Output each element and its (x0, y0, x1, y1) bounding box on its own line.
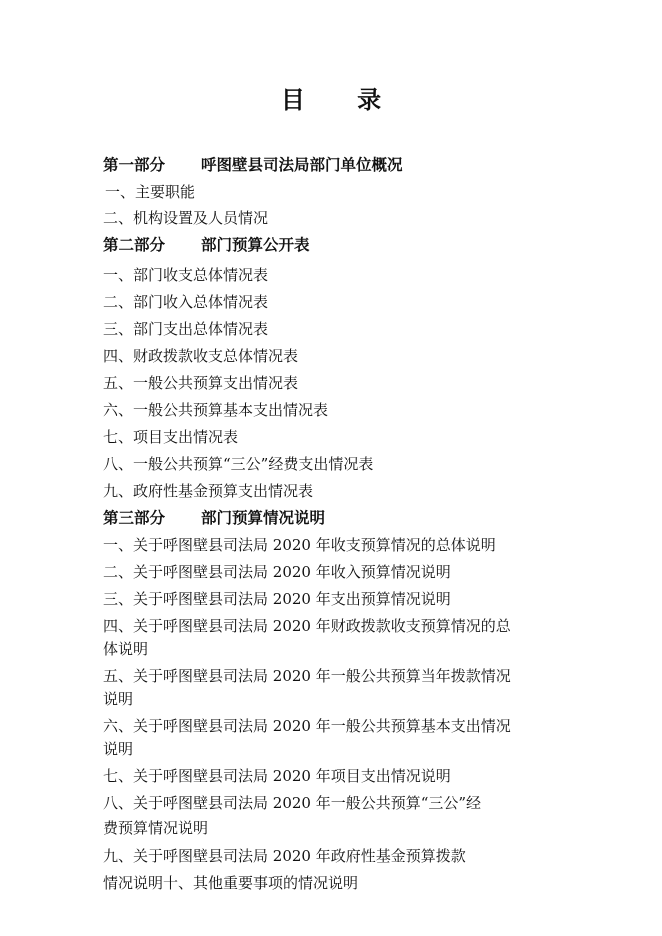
toc-item: 三、关于呼图壁县司法局 2020 年支出预算情况说明 (103, 590, 451, 608)
toc-item: 一、主要职能 (105, 183, 196, 201)
toc-item: 一、部门收支总体情况表 (103, 266, 269, 284)
toc-item: 四、关于呼图壁县司法局 2020 年财政拨款收支预算情况的总 (103, 617, 511, 635)
part3-name: 部门预算情况说明 (201, 509, 326, 527)
toc-item: 四、财政拨款收支总体情况表 (103, 347, 299, 365)
toc-item: 二、关于呼图壁县司法局 2020 年收入预算情况说明 (103, 563, 451, 581)
part2-name: 部门预算公开表 (201, 236, 310, 254)
toc-item-continuation: 说明 (103, 740, 134, 758)
toc-item: 二、部门收入总体情况表 (103, 293, 269, 311)
toc-item: 三、部门支出总体情况表 (103, 320, 269, 338)
part1-heading-row (103, 154, 403, 176)
part1-heading: 第一部分 (103, 156, 166, 174)
toc-item: 六、一般公共预算基本支出情况表 (103, 401, 329, 419)
toc-item: 六、关于呼图壁县司法局 2020 年一般公共预算基本支出情况 (103, 717, 511, 735)
part2-heading: 第二部分 (103, 236, 166, 254)
part3-heading: 第三部分 (103, 509, 166, 527)
part3-heading-row (103, 507, 325, 529)
toc-item: 二、机构设置及人员情况 (103, 209, 269, 227)
toc-item: 五、一般公共预算支出情况表 (103, 374, 299, 392)
toc-item: 九、关于呼图壁县司法局 2020 年政府性基金预算拨款 (103, 847, 466, 865)
toc-item: 七、关于呼图壁县司法局 2020 年项目支出情况说明 (103, 767, 451, 785)
toc-item: 五、关于呼图壁县司法局 2020 年一般公共预算当年拨款情况 (103, 667, 511, 685)
toc-item: 七、项目支出情况表 (103, 428, 239, 446)
part1-name: 呼图壁县司法局部门单位概况 (201, 156, 403, 174)
toc-item-continuation: 体说明 (103, 640, 149, 658)
page-title: 目 录 (280, 86, 404, 114)
toc-item: 情况说明十、其他重要事项的情况说明 (103, 874, 359, 892)
toc-item: 九、政府性基金预算支出情况表 (103, 482, 314, 500)
toc-item-continuation: 说明 (103, 690, 134, 708)
toc-item: 八、关于呼图壁县司法局 2020 年一般公共预算“三公”经 (103, 794, 482, 812)
toc-item-continuation: 费预算情况说明 (103, 819, 209, 837)
toc-item: 八、一般公共预算“三公”经费支出情况表 (103, 455, 374, 473)
part2-heading-row (103, 234, 310, 256)
toc-item: 一、关于呼图壁县司法局 2020 年收支预算情况的总体说明 (103, 536, 496, 554)
